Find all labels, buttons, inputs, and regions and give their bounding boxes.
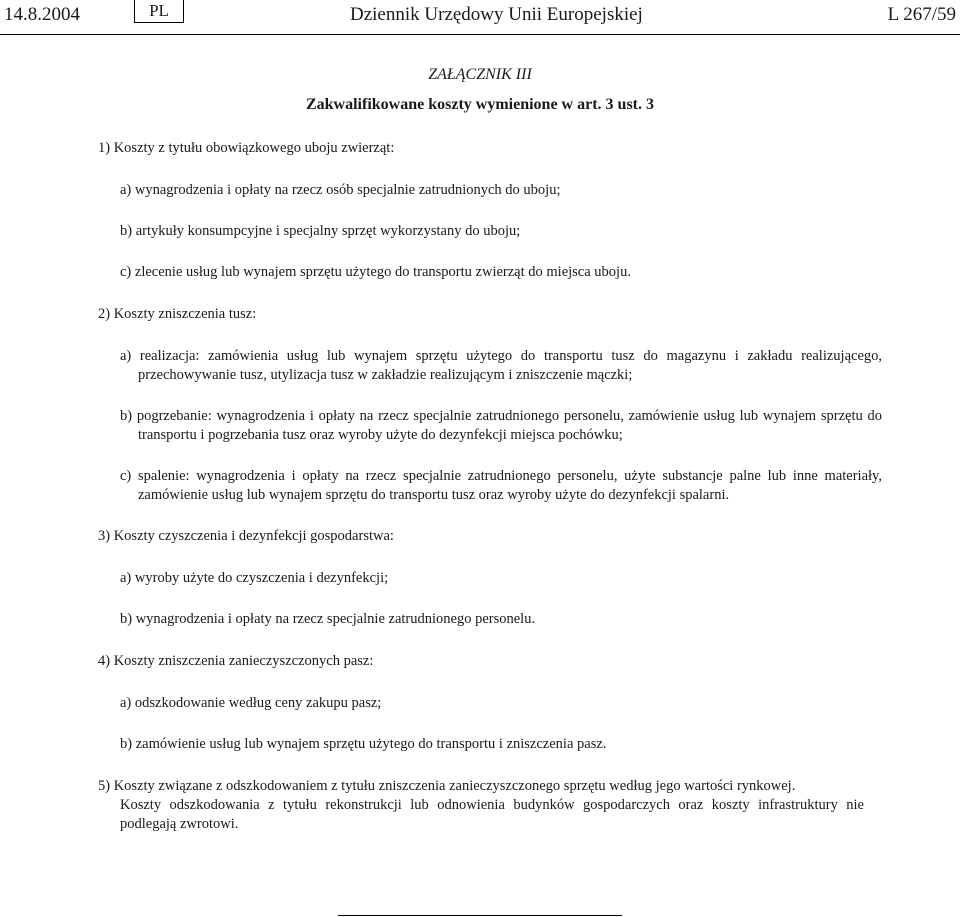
section-4-item-a: a) odszkodowanie według ceny zakupu pasz;	[120, 695, 382, 711]
section-2-item-b: b) pogrzebanie: wynagrodzenia i opłaty na rzecz specjalnie zatrudnionego personelu, zamówienie usług lub wynajem sprzętu do transportu i pogrzebania tusz oraz wyroby użyte do dezynfekcji miejsca pochówku;	[120, 408, 882, 443]
language-badge: PL	[134, 0, 184, 23]
section-1-heading: 1) Koszty z tytułu obowiązkowego uboju zwierząt:	[98, 140, 395, 156]
section-4-item-b: b) zamówienie usług lub wynajem sprzętu użytego do transportu i zniszczenia pasz.	[120, 736, 607, 752]
section-2-item-a: a) realizacja: zamówienia usług lub wynajem sprzętu użytego do transportu tusz do magazynu i zakładu realizującego, przechowywanie tusz, utylizacja tusz w zakładzie realizującym i zniszczenie mączki;	[120, 348, 882, 383]
section-5-heading: 5) Koszty związane z odszkodowaniem z tytułu zniszczenia zanieczyszczonego sprzętu według jego wartości rynkowej.	[98, 778, 796, 794]
footer-divider	[338, 915, 622, 916]
page-header	[0, 0, 960, 35]
journal-title: Dziennik Urzędowy Unii Europejskiej	[350, 4, 643, 25]
annex-title: ZAŁĄCZNIK III	[428, 66, 532, 83]
section-3-item-b: b) wynagrodzenia i opłaty na rzecz specjalnie zatrudnionego personelu.	[120, 611, 536, 627]
section-1-item-c: c) zlecenie usług lub wynajem sprzętu użytego do transportu zwierząt do miejsca uboju.	[120, 264, 631, 280]
publication-date: 14.8.2004	[4, 4, 80, 25]
section-1-item-b: b) artykuły konsumpcyjne i specjalny sprzęt wykorzystany do uboju;	[120, 223, 521, 239]
annex-subtitle: Zakwalifikowane koszty wymienione w art. 3 ust. 3	[305, 96, 654, 113]
page-reference: L 267/59	[887, 4, 956, 25]
section-4-heading: 4) Koszty zniszczenia zanieczyszczonych pasz:	[98, 653, 374, 669]
section-2-heading: 2) Koszty zniszczenia tusz:	[98, 306, 257, 322]
section-1-item-a: a) wynagrodzenia i opłaty na rzecz osób specjalnie zatrudnionych do uboju;	[120, 182, 561, 198]
section-5-body: Koszty odszkodowania z tytułu rekonstrukcji lub odnowienia budynków gospodarczych oraz koszty infrastruktury nie podlegają zwrotowi.	[120, 797, 864, 832]
section-3-heading: 3) Koszty czyszczenia i dezynfekcji gospodarstwa:	[98, 528, 394, 544]
section-3-item-a: a) wyroby użyte do czyszczenia i dezynfekcji;	[120, 570, 389, 586]
section-2-item-c: c) spalenie: wynagrodzenia i opłaty na rzecz specjalnie zatrudnionego personelu, użyte substancje palne lub inne materiały, zamówienie usług lub wynajem sprzętu do transportu tusz oraz wyroby użyte do dezynfekcji spalarni.	[120, 468, 882, 503]
